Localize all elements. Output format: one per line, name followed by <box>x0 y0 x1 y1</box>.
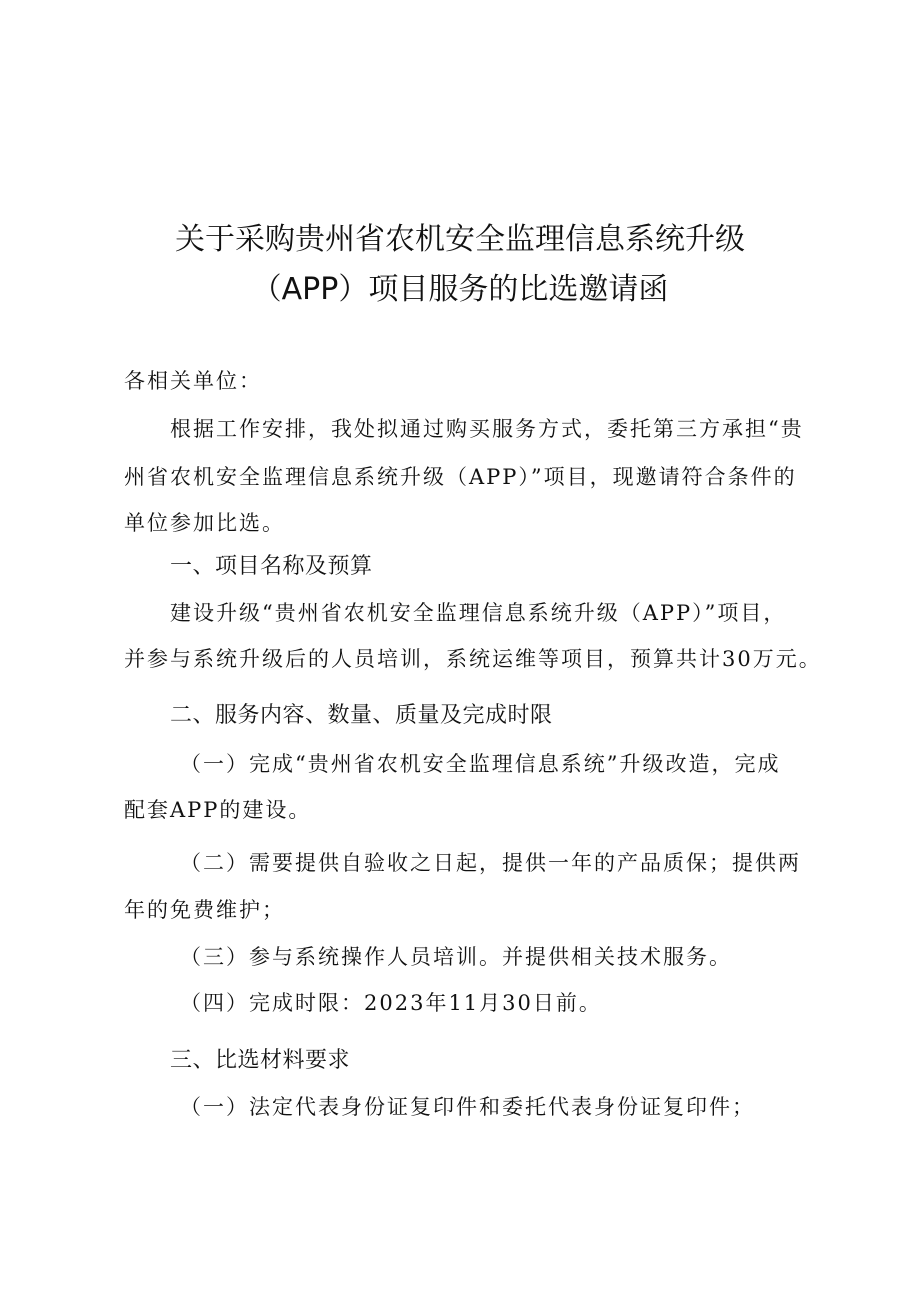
section-1-line-1: 建设升级“贵州省农机安全监理信息系统升级（APP）”项目， <box>170 601 787 625</box>
section-3-item-1: （一）法定代表身份证复印件和委托代表身份证复印件； <box>180 1095 755 1119</box>
section-1-heading: 一、项目名称及预算 <box>170 554 373 579</box>
document-title-line-1: 关于采购贵州省农机安全监理信息系统升级 <box>175 222 745 257</box>
section-2-item-1-line-1: （一）完成“贵州省农机安全监理信息系统”升级改造，完成 <box>180 752 781 776</box>
document-title-line-2: （APP）项目服务的比选邀请函 <box>251 272 669 307</box>
intro-paragraph-line-1: 根据工作安排，我处拟通过购买服务方式，委托第三方承担“贵 <box>170 417 804 441</box>
section-2-item-4: （四）完成时限：2023年11月30日前。 <box>180 991 602 1015</box>
section-2-item-2-line-2: 年的免费维护； <box>124 898 285 922</box>
section-2-heading: 二、服务内容、数量、质量及完成时限 <box>170 703 553 728</box>
section-1-line-2: 并参与系统升级后的人员培训，系统运维等项目，预算共计30万元。 <box>124 647 822 671</box>
section-3-heading: 三、比选材料要求 <box>170 1048 351 1073</box>
section-2-item-2-line-1: （二）需要提供自验收之日起，提供一年的产品质保；提供两 <box>180 851 801 875</box>
section-2-item-1-line-2: 配套APP的建设。 <box>124 798 312 822</box>
salutation: 各相关单位： <box>124 369 262 393</box>
intro-paragraph-line-2: 州省农机安全监理信息系统升级（APP）”项目，现邀请符合条件的 <box>124 465 797 489</box>
section-2-item-3: （三）参与系统操作人员培训。并提供相关技术服务。 <box>180 945 732 969</box>
intro-paragraph-line-3: 单位参加比选。 <box>124 511 285 535</box>
